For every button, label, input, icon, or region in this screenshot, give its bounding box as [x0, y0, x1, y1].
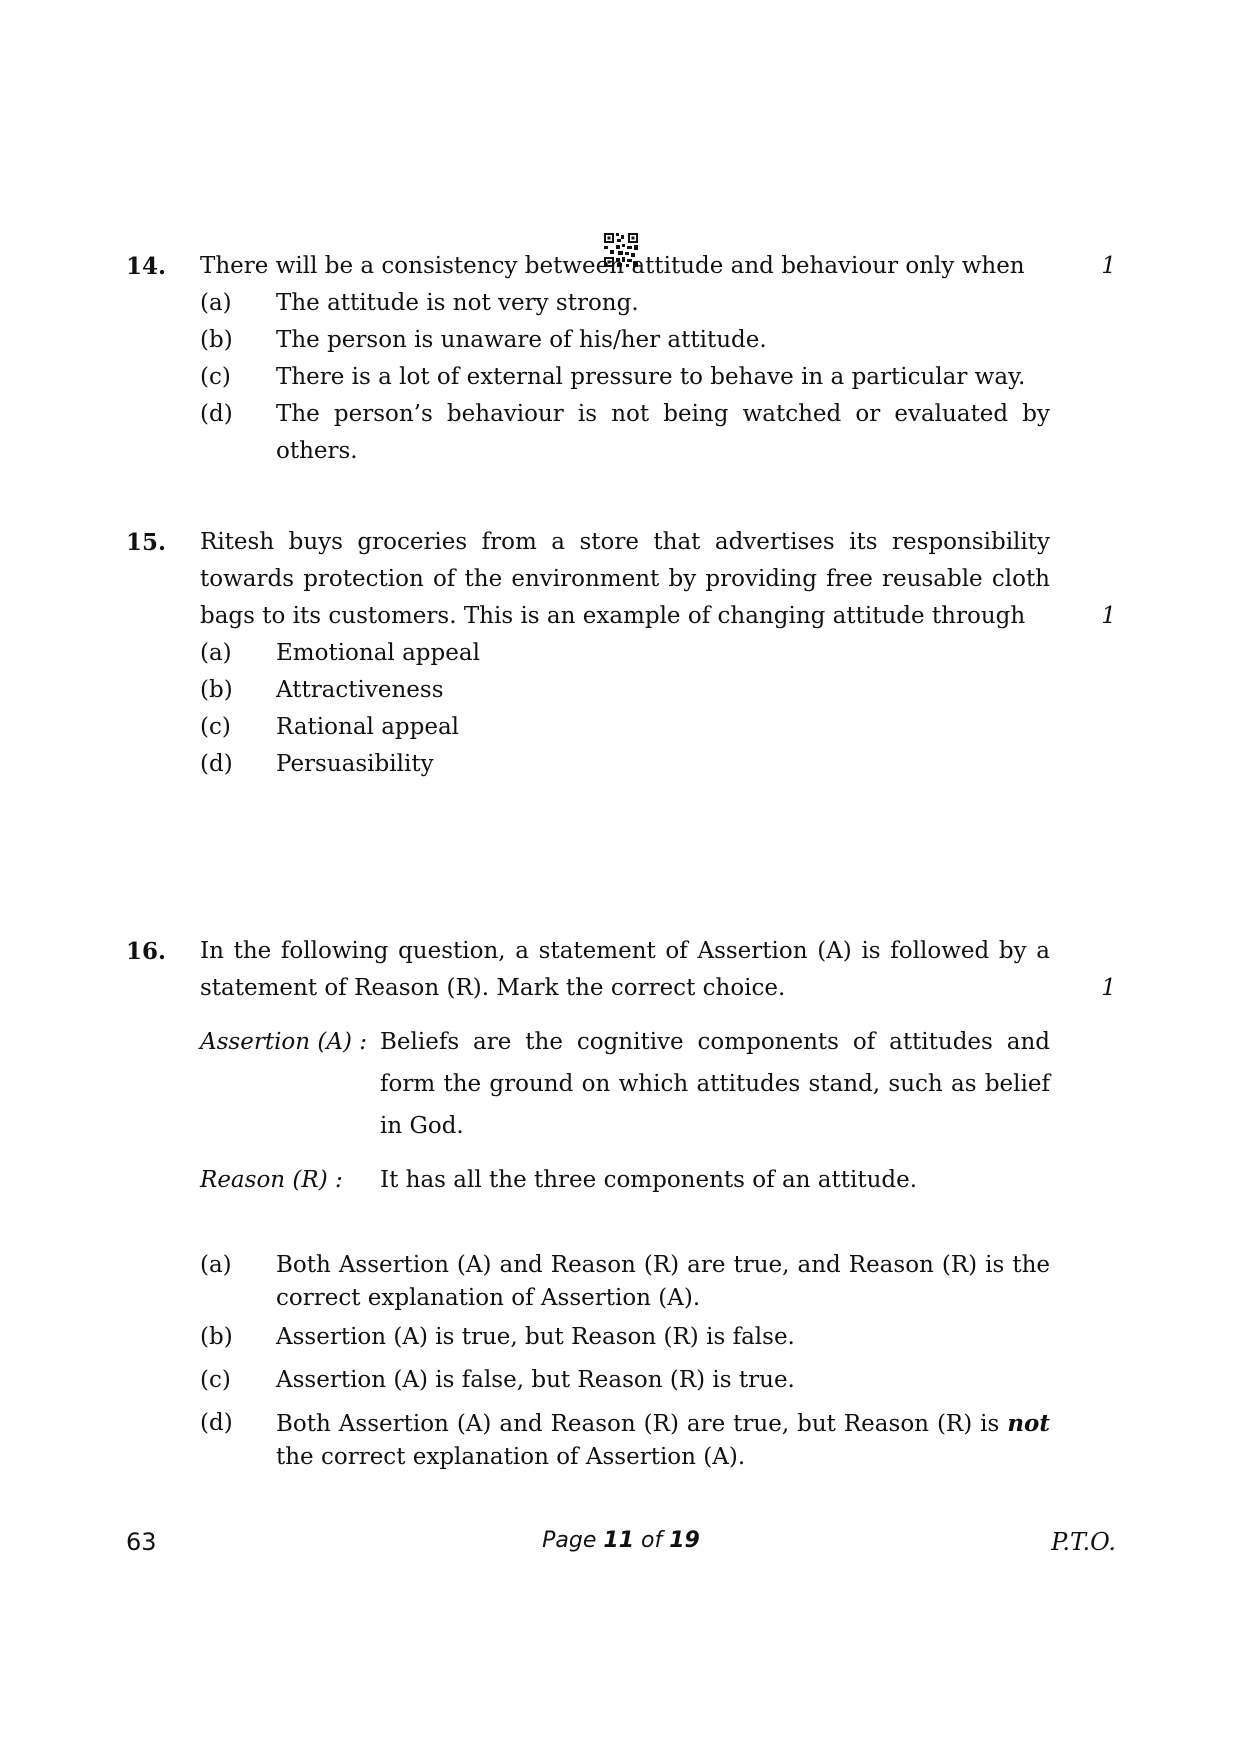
option-a — [200, 285, 1050, 322]
page-current: 11 — [603, 1528, 635, 1553]
question-number: 14. — [126, 253, 167, 280]
option-label: (c) — [200, 714, 231, 740]
pto-label: P.T.O. — [1051, 1528, 1116, 1556]
page-prefix: Page — [542, 1528, 604, 1553]
option-d — [200, 396, 1050, 470]
question-text: In the following question, a statement of Assertion (A) is followed by a statement of Reason (R). Mark the correct choice. — [200, 938, 1050, 1001]
marks: 1 — [1101, 253, 1116, 279]
option-text: Persuasibility — [276, 751, 434, 777]
option-text-before: Both Assertion (A) and Reason (R) are true, but Reason (R) is — [276, 1411, 1008, 1437]
option-c — [200, 1364, 1050, 1397]
option-text: Emotional appeal — [276, 640, 480, 666]
option-label: (a) — [200, 640, 232, 666]
option-label: (d) — [200, 401, 233, 427]
option-text: The person is unaware of his/her attitude. — [276, 327, 767, 353]
option-label: (b) — [200, 677, 233, 703]
option-b — [200, 1321, 1050, 1354]
question-14 — [126, 248, 1116, 470]
marks: 1 — [1101, 975, 1116, 1001]
assertion-text: Beliefs are the cognitive components of attitudes and form the ground on which attitudes stand, such as belief in God. — [380, 1029, 1050, 1139]
option-label: (a) — [200, 290, 232, 316]
subject-code: 63 — [126, 1528, 157, 1556]
question-text: There will be a consistency between attitude and behaviour only when — [200, 253, 1025, 279]
option-a — [200, 635, 1050, 672]
option-b — [200, 672, 1050, 709]
option-d — [200, 1407, 1050, 1474]
question-number: 15. — [126, 529, 167, 556]
question-15 — [126, 524, 1116, 783]
assertion — [200, 1021, 1050, 1147]
page-footer — [126, 1528, 1116, 1568]
option-text: Assertion (A) is true, but Reason (R) is false. — [276, 1324, 795, 1350]
question-number: 16. — [126, 938, 167, 965]
page-of: of — [634, 1528, 670, 1553]
option-d — [200, 746, 1050, 783]
option-label: (b) — [200, 327, 233, 353]
option-text — [276, 1407, 1050, 1474]
option-text: Rational appeal — [276, 714, 460, 740]
question-text: Ritesh buys groceries from a store that advertises its responsibility towards protection of the environment by providing free reusable cloth bags to its customers. This is an example of changing attitude through — [200, 529, 1050, 629]
reason-label: Reason (R) : — [200, 1167, 343, 1193]
emphasis-not: not — [1007, 1410, 1050, 1437]
option-text: Assertion (A) is false, but Reason (R) is true. — [276, 1367, 795, 1393]
option-b — [200, 322, 1050, 359]
question-16 — [126, 933, 1116, 1474]
page-total: 19 — [669, 1528, 700, 1553]
option-text: There is a lot of external pressure to behave in a particular way. — [276, 364, 1026, 390]
assertion-label: Assertion (A) : — [200, 1029, 368, 1055]
option-label: (a) — [200, 1252, 232, 1278]
option-a — [200, 1249, 1050, 1315]
option-label: (b) — [200, 1324, 233, 1350]
option-label: (c) — [200, 1367, 231, 1393]
option-text: The person’s behaviour is not being watched or evaluated by others. — [276, 401, 1050, 464]
option-c — [200, 709, 1050, 746]
option-text: The attitude is not very strong. — [276, 290, 639, 316]
option-text: Both Assertion (A) and Reason (R) are true, and Reason (R) is the correct explanation of Assertion (A). — [276, 1252, 1050, 1311]
option-label: (d) — [200, 1410, 233, 1436]
page-indicator — [126, 1528, 1116, 1553]
marks: 1 — [1101, 603, 1116, 629]
reason — [200, 1159, 1050, 1201]
option-c — [200, 359, 1050, 396]
option-label: (d) — [200, 751, 233, 777]
option-text-after: the correct explanation of Assertion (A). — [276, 1444, 746, 1470]
option-text: Attractiveness — [276, 677, 444, 703]
reason-text: It has all the three components of an attitude. — [380, 1167, 918, 1193]
option-label: (c) — [200, 364, 231, 390]
